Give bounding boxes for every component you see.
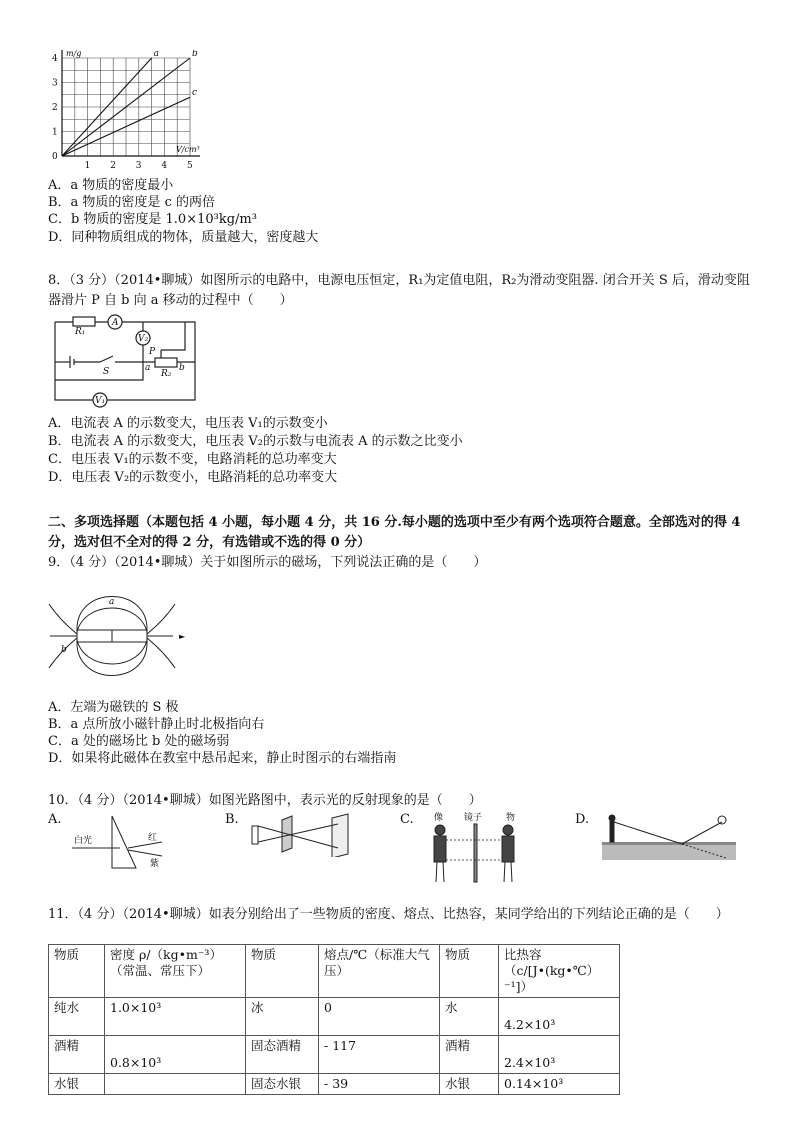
q9-option-a[interactable]: A．左端为磁铁的 S 极: [48, 700, 179, 715]
table-cell: 纯水: [49, 998, 105, 1036]
table-cell: - 117: [319, 1036, 440, 1074]
table-header-cell: 熔点/℃（标准大气压）: [319, 945, 440, 998]
label-end-b: b: [179, 363, 185, 373]
series-label-a: a: [153, 50, 159, 59]
table-cell: 4.2×10³: [499, 998, 620, 1036]
q9-option-d[interactable]: D．如果将此磁体在教室中悬吊起来，静止时图示的右端指南: [48, 751, 397, 766]
r2-rheostat-icon: [155, 358, 177, 367]
q7-option-c[interactable]: C．b 物质的密度是 1.0×10³kg/m³: [48, 212, 257, 227]
table-row: [49, 1074, 620, 1095]
q10-option-b-label[interactable]: B.: [225, 812, 239, 827]
properties-table: [48, 944, 620, 1095]
plane-mirror-figure: [420, 810, 525, 885]
q7-option-a[interactable]: A．a 物质的密度最小: [48, 178, 174, 193]
table-cell: 0.8×10³: [105, 1036, 246, 1074]
label-white-light: 白光: [74, 836, 93, 846]
table-cell: 0.14×10³: [499, 1074, 620, 1095]
y-axis-label: m/g: [66, 50, 82, 58]
x-tick-label: 2: [110, 161, 116, 171]
q8-option-b[interactable]: B．电流表 A 的示数变大，电压表 V₂的示数与电流表 A 的示数之比变小: [48, 434, 463, 449]
q8-option-d[interactable]: D．电压表 V₂的示数变小，电路消耗的总功率变大: [48, 470, 338, 485]
table-cell: 水银: [440, 1074, 499, 1095]
x-tick-label: 3: [135, 161, 142, 171]
q10-option-a-label[interactable]: A.: [48, 812, 62, 827]
table-cell: 酒精: [49, 1036, 105, 1074]
table-header-row: [49, 945, 620, 998]
density-chart: [40, 50, 210, 175]
table-cell: 固态水银: [246, 1074, 319, 1095]
y-tick-label: 4: [52, 54, 58, 64]
x-tick-label: 4: [161, 161, 168, 171]
table-header-cell: 物质: [246, 945, 319, 998]
y-tick-label: 0: [52, 152, 58, 162]
label-r2: R₂: [161, 369, 172, 379]
series-label-b: b: [192, 50, 198, 59]
label-v2: V₂: [138, 334, 149, 344]
switch-icon: [100, 356, 113, 362]
label-p: P: [149, 347, 156, 357]
table-cell: 0: [319, 998, 440, 1036]
table-cell: 2.4×10³: [499, 1036, 620, 1074]
table-cell: 水银: [49, 1074, 105, 1095]
x-tick-label: 5: [187, 161, 193, 171]
label-r1: R₁: [75, 327, 86, 337]
table-row: [49, 1036, 620, 1074]
q11-stem: 11．（4 分）（2014•聊城）如表分别给出了一些物质的密度、熔点、比热容，某同学给出的下列结论正确的是（ ）: [48, 907, 729, 922]
q8-stem-line-2: 器滑片 P 自 b 向 a 移动的过程中（ ）: [48, 293, 293, 308]
label-s: S: [103, 367, 110, 377]
section-2-heading-line-1: 二、多项选择题（本题包括 4 小题，每小题 4 分，共 16 分.每小题的选项中至少有两个选项符合题意。全部选对的得 4: [48, 515, 741, 530]
table-cell: 酒精: [440, 1036, 499, 1074]
table-cell: 固态酒精: [246, 1036, 319, 1074]
candle-icon: [252, 826, 258, 844]
table-header-cell: 物质: [440, 945, 499, 998]
label-image: 像: [434, 813, 444, 823]
table-cell: 水: [440, 998, 499, 1036]
label-object: 物: [506, 813, 516, 823]
table-header-cell: 物质: [49, 945, 105, 998]
q9-option-b[interactable]: B．a 点所放小磁针静止时北极指向右: [48, 717, 265, 732]
q7-option-b[interactable]: B．a 物质的密度是 c 的两倍: [48, 195, 215, 210]
label-point-b: b: [61, 645, 67, 655]
q10-option-d-label[interactable]: D.: [575, 812, 590, 827]
magnet-field-diagram: [45, 580, 195, 690]
q8-option-c[interactable]: C．电压表 V₁的示数不变，电路消耗的总功率变大: [48, 452, 337, 467]
water-reflection-figure: [600, 812, 740, 862]
r1-resistor-icon: [73, 317, 95, 326]
table-cell: 冰: [246, 998, 319, 1036]
label-violet: 紫: [150, 859, 160, 869]
label-point-a: a: [109, 597, 115, 607]
q9-option-c[interactable]: C．a 处的磁场比 b 处的磁场弱: [48, 734, 230, 749]
table-header-cell: 密度 ρ/（kg•m⁻³）（常温、常压下）: [105, 945, 246, 998]
table-cell: [105, 1074, 246, 1095]
x-tick-label: 1: [84, 161, 91, 171]
section-2-heading-line-2: 分，选对但不全对的得 2 分，有选错或不选的得 0 分）: [48, 535, 371, 550]
table-cell: 1.0×10³: [105, 998, 246, 1036]
table-cell: - 39: [319, 1074, 440, 1095]
x-axis-label: V/cm³: [176, 145, 200, 154]
q9-stem: 9．（4 分）（2014•聊城）关于如图所示的磁场，下列说法正确的是（ ）: [48, 555, 487, 570]
label-v1: V₁: [95, 396, 106, 406]
pinhole-camera-figure: [240, 812, 365, 857]
series-label-c: c: [192, 88, 198, 99]
label-a: A: [112, 318, 119, 328]
label-mirror: 镜子: [464, 813, 483, 823]
q7-option-d[interactable]: D．同种物质组成的物体，质量越大，密度越大: [48, 230, 319, 245]
prism-dispersion-figure: [70, 812, 165, 872]
y-tick-label: 1: [52, 127, 58, 138]
q10-option-c-label[interactable]: C.: [400, 812, 414, 827]
y-tick-label: 3: [52, 78, 58, 89]
circuit-diagram: [45, 312, 215, 412]
y-tick-label: 2: [52, 103, 58, 113]
q10-stem: 10．（4 分）（2014•聊城）如图光路图中，表示光的反射现象的是（ ）: [48, 793, 482, 808]
arrow-right-icon: ►: [179, 632, 186, 641]
q8-option-a[interactable]: A．电流表 A 的示数变大，电压表 V₁的示数变小: [48, 416, 328, 431]
table-row: [49, 998, 620, 1036]
label-end-a: a: [145, 363, 151, 373]
q8-stem-line-1: 8．（3 分）（2014•聊城）如图所示的电路中，电源电压恒定，R₁为定值电阻，R₂为滑动变阻器. 闭合开关 S 后，滑动变阻: [48, 273, 750, 288]
table-header-cell: 比热容（c/[J•(kg•℃）⁻¹]）: [499, 945, 620, 998]
label-red: 红: [148, 833, 158, 843]
